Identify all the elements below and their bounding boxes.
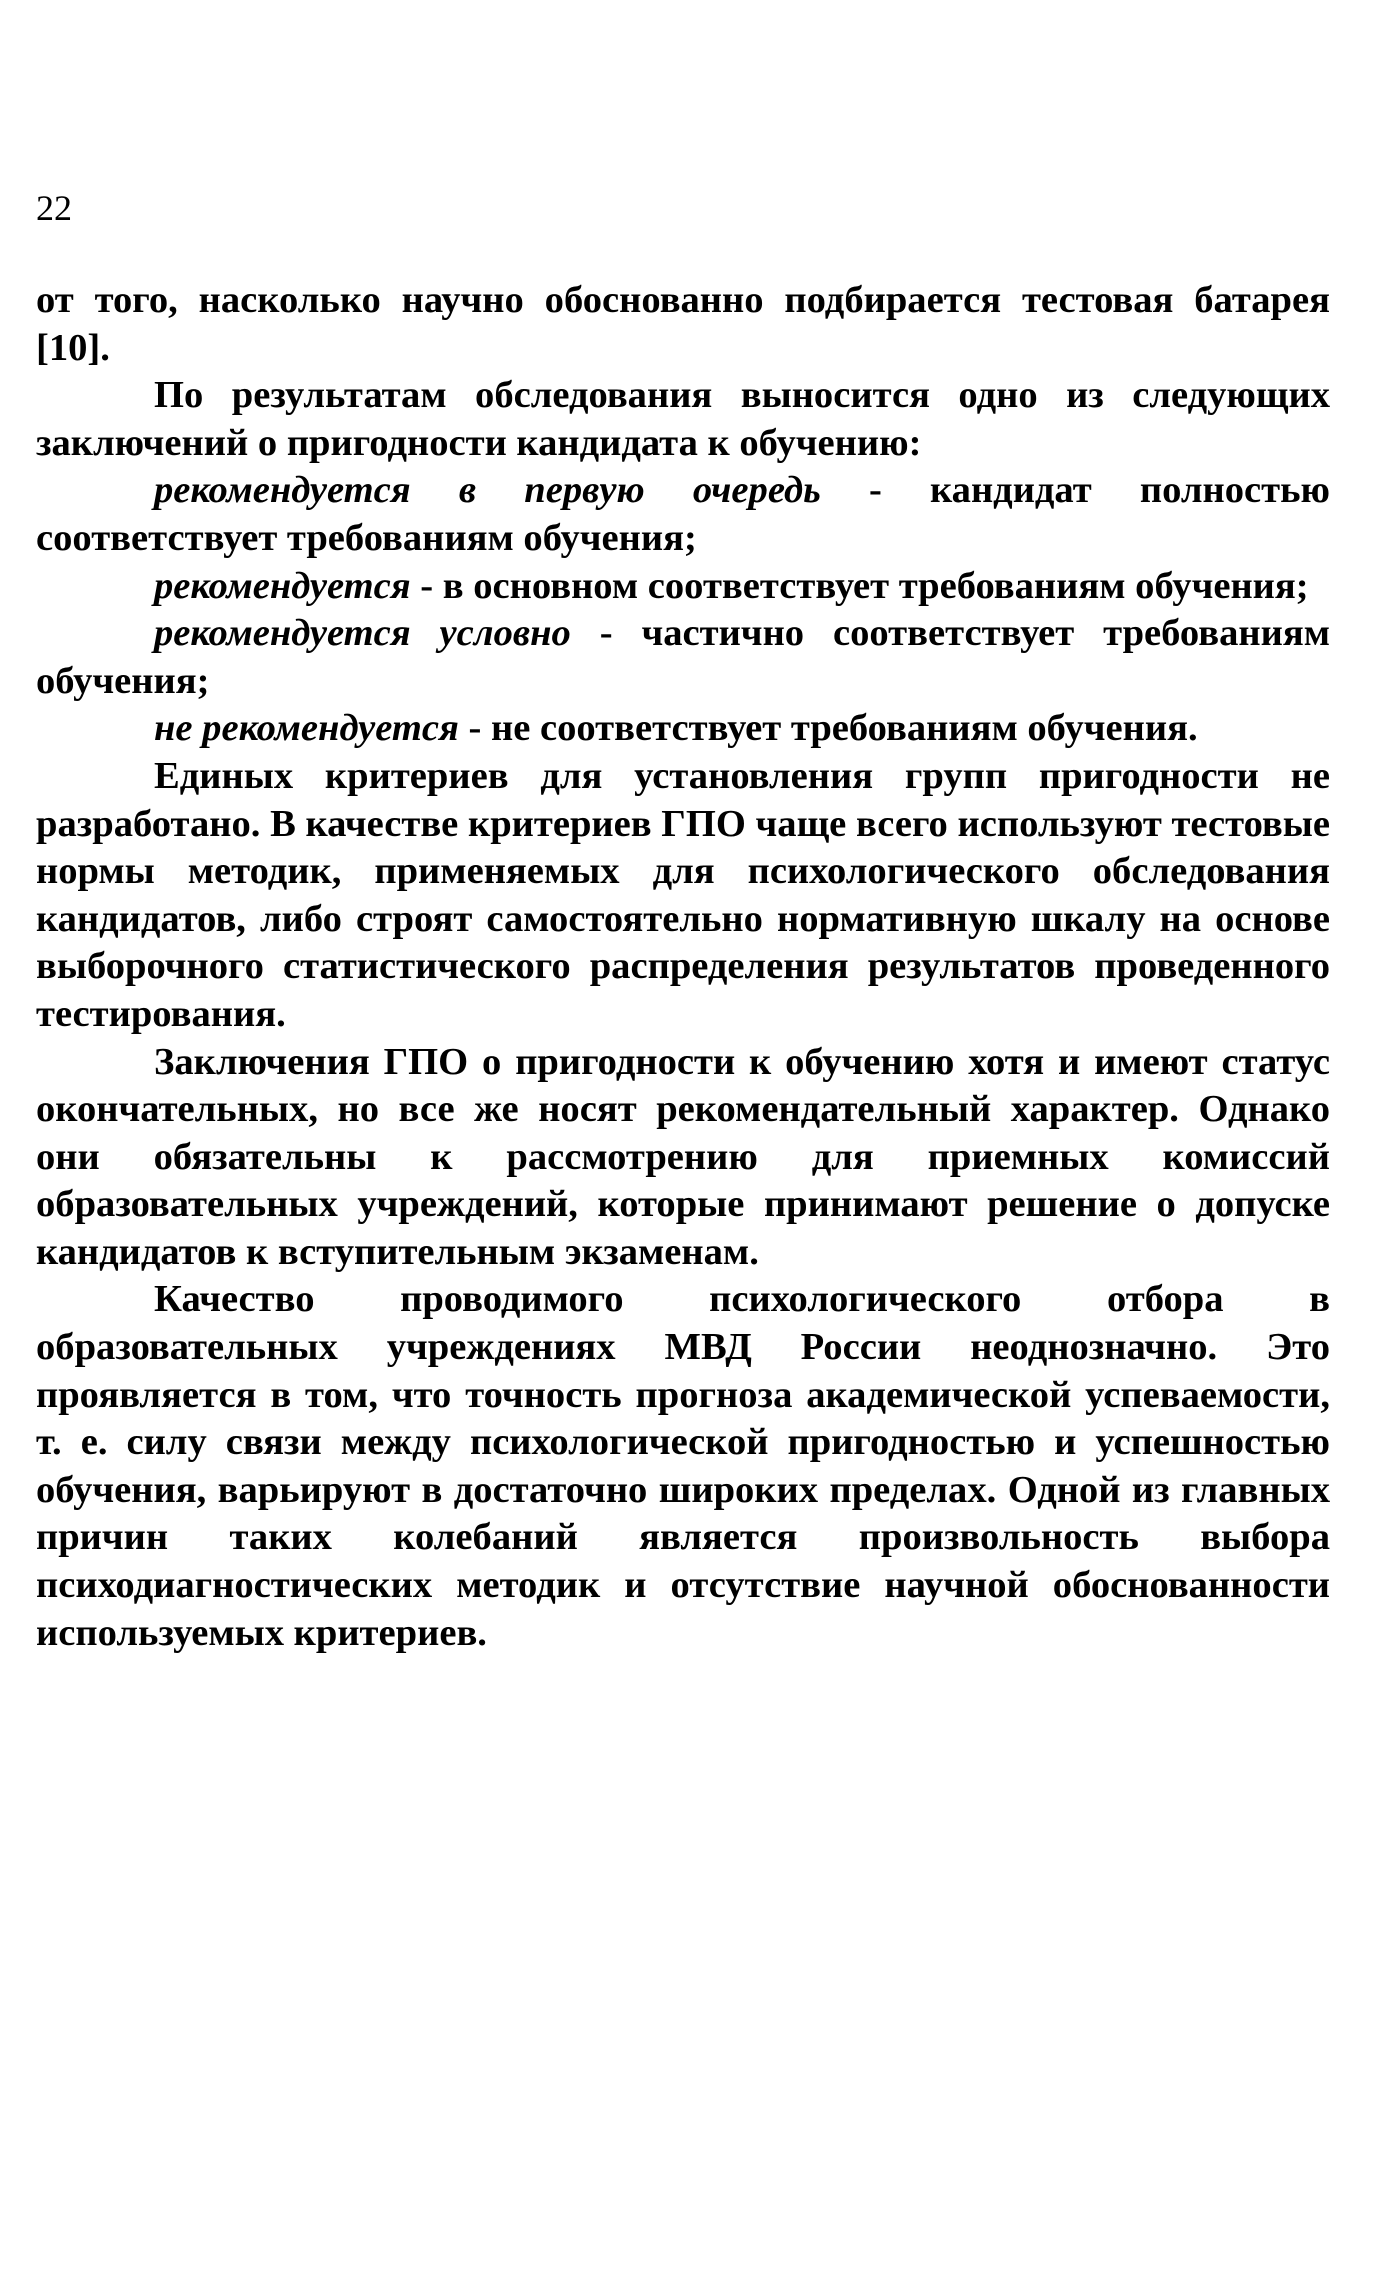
paragraph-criteria: Единых критериев для установления групп пригодности не разработано. В качестве критериев ГПО чаще всего используют тестовые нормы методик, применяемых для психологического обследования кандидатов, либо строят самостоятельно нормативную шкалу на основе выборочного статистического распределения результатов проведенного тестирования. <box>36 754 1330 1035</box>
conclusion-item-not-recommended <box>36 705 1330 753</box>
conclusion-item-first-priority <box>36 467 1330 562</box>
paragraph-conclusions-intro: По результатам обследования выносится одно из следующих заключений о пригодности кандидата к обучению: <box>36 374 1330 464</box>
conclusion-item-recommended <box>36 563 1330 611</box>
conclusion-description: - не соответствует требованиям обучения. <box>458 707 1198 750</box>
body-text <box>36 277 1330 1657</box>
conclusion-term: рекомендуется условно <box>154 612 571 655</box>
conclusion-item-conditional <box>36 610 1330 705</box>
paragraph-conclusions-status: Заключения ГПО о пригодности к обучению хотя и имеют статус окончательных, но все же носят рекомендательный характер. Однако они обязательны к рассмотрению для приемных комиссий образовательных учреждений, которые принимают решение о допуске кандидатов к вступительным экзаменам. <box>36 1040 1330 1273</box>
conclusion-term: рекомендуется в первую очередь <box>154 469 821 512</box>
conclusion-term: рекомендуется <box>154 564 411 607</box>
page-number: 22 <box>36 188 72 228</box>
conclusion-description: - в основном соответствует требованиям обучения; <box>410 564 1309 607</box>
conclusion-description: - кандидат полностью соответствует требованиям обучения; <box>36 469 1330 559</box>
conclusion-description: - частично соответствует требованиям обучения; <box>36 612 1330 702</box>
paragraph-continuation: от того, насколько научно обоснованно подбирается тестовая батарея [10]. <box>36 279 1330 369</box>
paragraph-selection-quality: Качество проводимого психологического отбора в образовательных учреждениях МВД России неоднозначно. Это проявляется в том, что точность прогноза академической успеваемости, т. е. силу связи между психологической пригодностью и успешностью обучения, варьируют в достаточно широких пределах. Одной из главных причин таких колебаний является произвольность выбора психодиагностических методик и отсутствие научной обоснованности используемых критериев. <box>36 1278 1330 1654</box>
conclusion-term: не рекомендуется <box>154 707 459 750</box>
